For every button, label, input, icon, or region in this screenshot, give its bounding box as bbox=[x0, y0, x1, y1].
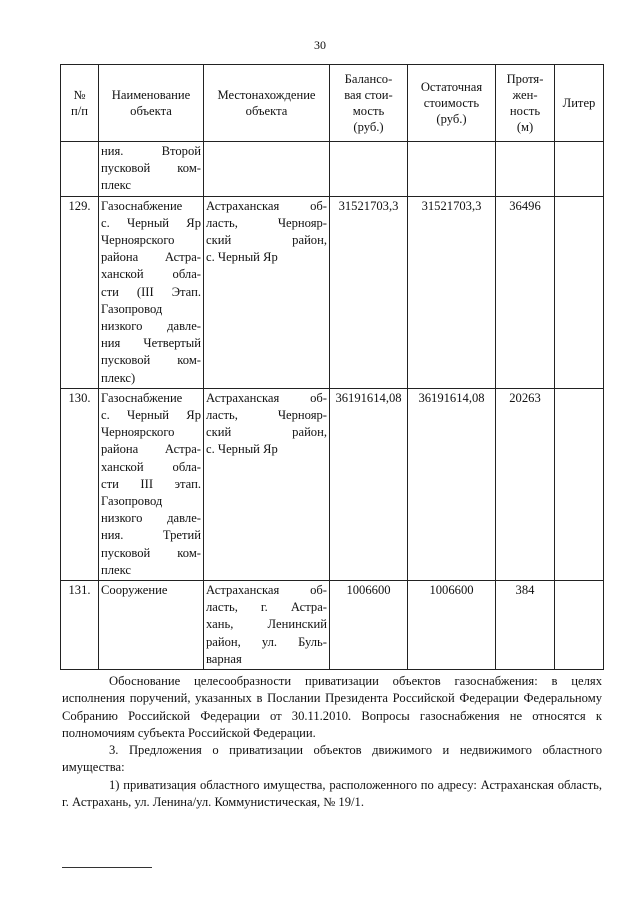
cell-text-line: ния. Третий bbox=[101, 528, 201, 543]
cell-text-line: района Астра- bbox=[101, 442, 201, 457]
cell-text-line: Газоснабжение bbox=[101, 198, 183, 213]
cell-location bbox=[204, 388, 330, 580]
cell-text-line: пусковой ком- bbox=[101, 161, 201, 176]
cell-text-line: низкого давле- bbox=[101, 319, 201, 334]
cell-text-line: Астраханская об- bbox=[206, 390, 327, 405]
cell-text-line: ласть, Чернояр- bbox=[206, 408, 327, 423]
cell-length: 20263 bbox=[496, 388, 555, 580]
table-row bbox=[61, 196, 604, 388]
cell-num bbox=[61, 142, 99, 197]
cell-text-line: Наименование bbox=[111, 88, 191, 102]
cell-text-line: ханской обла- bbox=[101, 267, 201, 282]
table-row bbox=[61, 388, 604, 580]
cell-liter bbox=[555, 142, 604, 197]
cell-balance: 1006600 bbox=[330, 581, 408, 670]
objects-table bbox=[60, 64, 604, 670]
cell-location bbox=[204, 142, 330, 197]
cell-num: 131. bbox=[61, 581, 99, 670]
cell-text-line: Черноярского bbox=[101, 425, 175, 440]
cell-text-line: пусковой ком- bbox=[101, 353, 201, 368]
header-location bbox=[204, 65, 330, 142]
header-num bbox=[61, 65, 99, 142]
cell-text-line: мость bbox=[352, 104, 385, 118]
cell-text-line: район, ул. Буль- bbox=[206, 634, 327, 649]
cell-text-line: сти (III Этап. bbox=[101, 284, 201, 299]
paragraph-proposals: 3. Предложения о приватизации объектов движимого и недвижимого областного имущества: bbox=[62, 743, 602, 775]
cell-text-line: Протя- bbox=[506, 72, 544, 86]
cell-text-line: с. Черный Яр bbox=[101, 408, 201, 423]
header-name bbox=[99, 65, 204, 142]
cell-residual bbox=[408, 142, 496, 197]
cell-text-line: Газопровод bbox=[101, 494, 163, 509]
cell-text-line: Местонахождение bbox=[217, 88, 316, 102]
header-liter bbox=[555, 65, 604, 142]
cell-length: 384 bbox=[496, 581, 555, 670]
cell-text-line: Астраханская об- bbox=[206, 583, 327, 598]
cell-name bbox=[99, 581, 204, 670]
table-row bbox=[61, 581, 604, 670]
cell-text-line: Балансо- bbox=[344, 72, 393, 86]
cell-text-line: (руб.) bbox=[353, 120, 384, 134]
cell-residual: 36191614,08 bbox=[408, 388, 496, 580]
cell-text-line: района Астра- bbox=[101, 250, 201, 265]
table-header-row bbox=[61, 65, 604, 142]
cell-residual: 31521703,3 bbox=[408, 196, 496, 388]
cell-text-line: вая стои- bbox=[344, 88, 393, 102]
cell-text-line: п/п bbox=[71, 104, 88, 118]
cell-liter bbox=[555, 581, 604, 670]
page-number: 30 bbox=[314, 38, 326, 52]
cell-text-line: ласть, Чернояр- bbox=[206, 215, 327, 230]
cell-length bbox=[496, 142, 555, 197]
cell-name bbox=[99, 196, 204, 388]
cell-balance bbox=[330, 142, 408, 197]
cell-text-line: ность bbox=[509, 104, 541, 118]
header-length bbox=[496, 65, 555, 142]
body-text bbox=[62, 673, 602, 811]
cell-text-line: № bbox=[73, 88, 86, 102]
cell-liter bbox=[555, 196, 604, 388]
cell-text-line: Сооружение bbox=[101, 583, 168, 598]
cell-text-line: сти III этап. bbox=[101, 476, 201, 491]
cell-text-line: Газоснабжение bbox=[101, 390, 183, 405]
cell-text-line: пусковой ком- bbox=[101, 545, 201, 560]
cell-location bbox=[204, 196, 330, 388]
cell-text-line: плекс bbox=[101, 562, 132, 577]
cell-text-line: (руб.) bbox=[436, 112, 467, 126]
paragraph-privatization-item: 1) приватизация областного имущества, расположенного по адресу: Астраханская область, г. Астрахань, ул. Ленина/ул. Коммунистическая, № 19/1. bbox=[62, 777, 602, 810]
cell-text-line: хань, Ленинский bbox=[206, 617, 327, 632]
cell-text-line: Астраханская об- bbox=[206, 198, 327, 213]
paragraph-rationale: Обоснование целесообразности приватизации объектов газоснабжения: в целях исполнения поручений, указанных в Послании Президента Российской Федерации Федеральному Собранию Российской Федерации от 30.11.2010. Вопросы газоснабжения не относятся к полномочиям субъекта Российской Федерации. bbox=[62, 674, 602, 740]
header-residual bbox=[408, 65, 496, 142]
cell-text-line: ния. Второй bbox=[101, 144, 201, 158]
cell-text-line: Газопровод bbox=[101, 301, 163, 316]
cell-balance: 36191614,08 bbox=[330, 388, 408, 580]
cell-text-line: низкого давле- bbox=[101, 511, 201, 526]
cell-text-line: варная bbox=[206, 651, 242, 666]
cell-text-line: стоимость bbox=[423, 96, 480, 110]
cell-balance: 31521703,3 bbox=[330, 196, 408, 388]
cell-text-line: ласть, г. Астра- bbox=[206, 600, 327, 615]
cell-text-line: жен- bbox=[512, 88, 538, 102]
table-row-continuation bbox=[61, 142, 604, 197]
cell-num: 130. bbox=[61, 388, 99, 580]
cell-text-line: ский район, bbox=[206, 425, 327, 440]
cell-length: 36496 bbox=[496, 196, 555, 388]
cell-text-line: Остаточная bbox=[420, 80, 483, 94]
cell-text-line: ский район, bbox=[206, 233, 327, 248]
cell-num: 129. bbox=[61, 196, 99, 388]
cell-text-line: плекс) bbox=[101, 370, 136, 385]
cell-text-line: с. Черный Яр bbox=[101, 215, 201, 230]
cell-text-line: с. Черный Яр bbox=[206, 250, 278, 265]
header-balance bbox=[330, 65, 408, 142]
cell-location bbox=[204, 581, 330, 670]
cell-text-line: ния Четвертый bbox=[101, 336, 201, 351]
cell-text-line: с. Черный Яр bbox=[206, 442, 278, 457]
cell-name bbox=[99, 388, 204, 580]
cell-residual: 1006600 bbox=[408, 581, 496, 670]
cell-liter bbox=[555, 388, 604, 580]
cell-text-line: объекта bbox=[130, 104, 172, 118]
cell-text-line: ханской обла- bbox=[101, 459, 201, 474]
cell-text-line: (м) bbox=[516, 120, 534, 134]
cell-text-line: плекс bbox=[101, 178, 132, 193]
cell-text-line: Литер bbox=[562, 96, 596, 110]
cell-name bbox=[99, 142, 204, 197]
footnote-divider bbox=[62, 867, 152, 868]
cell-text-line: Черноярского bbox=[101, 233, 175, 248]
cell-text-line: объекта bbox=[245, 104, 288, 118]
